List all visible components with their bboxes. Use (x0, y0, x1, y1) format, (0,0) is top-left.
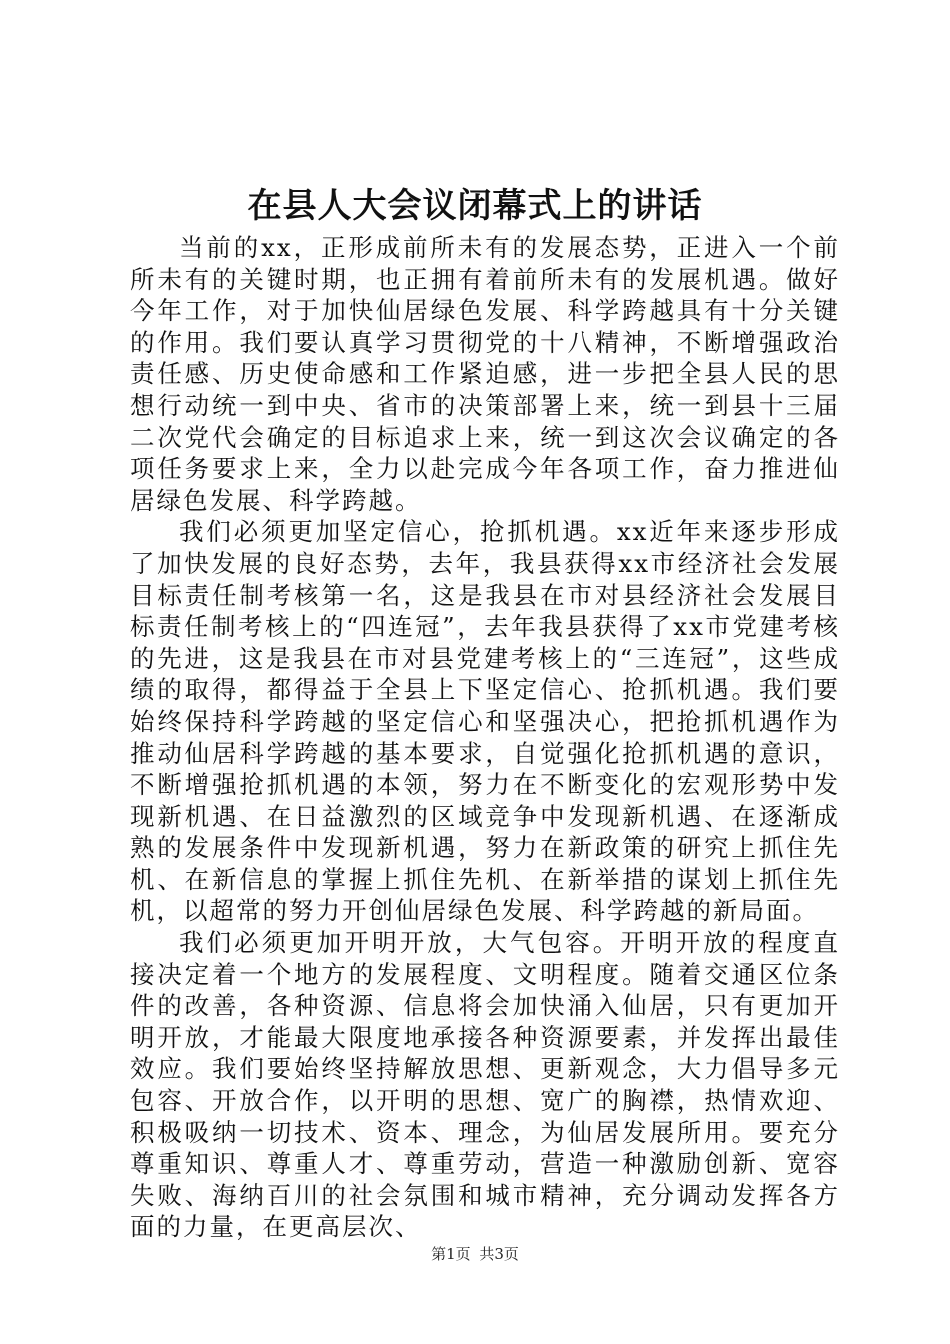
document-title: 在县人大会议闭幕式上的讲话 (247, 186, 703, 226)
page-number: 第1页 (431, 1245, 471, 1263)
page-total: 共3页 (479, 1245, 519, 1263)
document-body (130, 232, 840, 1243)
page-footer (0, 1244, 950, 1264)
paragraph-2: 我们必须更加坚定信心，抢抓机遇。xx近年来逐步形成了加快发展的良好态势，去年，我县获得xx市经济社会发展目标责任制考核第一名，这是我县在市对县经济社会发展目标责任制考核上的“四连冠”，去年我县获得了xx市党建考核的先进，这是我县在市对县党建考核上的“三连冠”，这些成绩的取得，都得益于全县上下坚定信心、抢抓机遇。我们要始终保持科学跨越的坚定信心和坚强决心，把抢抓机遇作为推动仙居科学跨越的基本要求，自觉强化抢抓机遇的意识，不断增强抢抓机遇的本领，努力在不断变化的宏观形势中发现新机遇、在日益激烈的区域竞争中发现新机遇、在逐渐成熟的发展条件中发现新机遇，努力在新政策的研究上抓住先机、在新信息的掌握上抓住先机、在新举措的谋划上抓住先机，以超常的努力开创仙居绿色发展、科学跨越的新局面。 (130, 517, 840, 926)
paragraph-1: 当前的xx，正形成前所未有的发展态势，正进入一个前所未有的关键时期，也正拥有着前所未有的发展机遇。做好今年工作，对于加快仙居绿色发展、科学跨越具有十分关键的作用。我们要认真学习贯彻党的十八精神，不断增强政治责任感、历史使命感和工作紧迫感，进一步把全县人民的思想行动统一到中央、省市的决策部署上来，统一到县十三届二次党代会确定的目标追求上来，统一到这次会议确定的各项任务要求上来，全力以赴完成今年各项工作，奋力推进仙居绿色发展、科学跨越。 (130, 233, 840, 515)
paragraph-3: 我们必须更加开明开放，大气包容。开明开放的程度直接决定着一个地方的发展程度、文明程度。随着交通区位条件的改善，各种资源、信息将会加快涌入仙居，只有更加开明开放，才能最大限度地承接各种资源要素，并发挥出最佳效应。我们要始终坚持解放思想、更新观念，大力倡导多元包容、开放合作，以开明的思想、宽广的胸襟，热情欢迎、积极吸纳一切技术、资本、理念，为仙居发展所用。要充分尊重知识、尊重人才、尊重劳动，营造一种激励创新、宽容失败、海纳百川的社会氛围和城市精神，充分调动发挥各方面的力量，在更高层次、 (130, 928, 840, 1242)
